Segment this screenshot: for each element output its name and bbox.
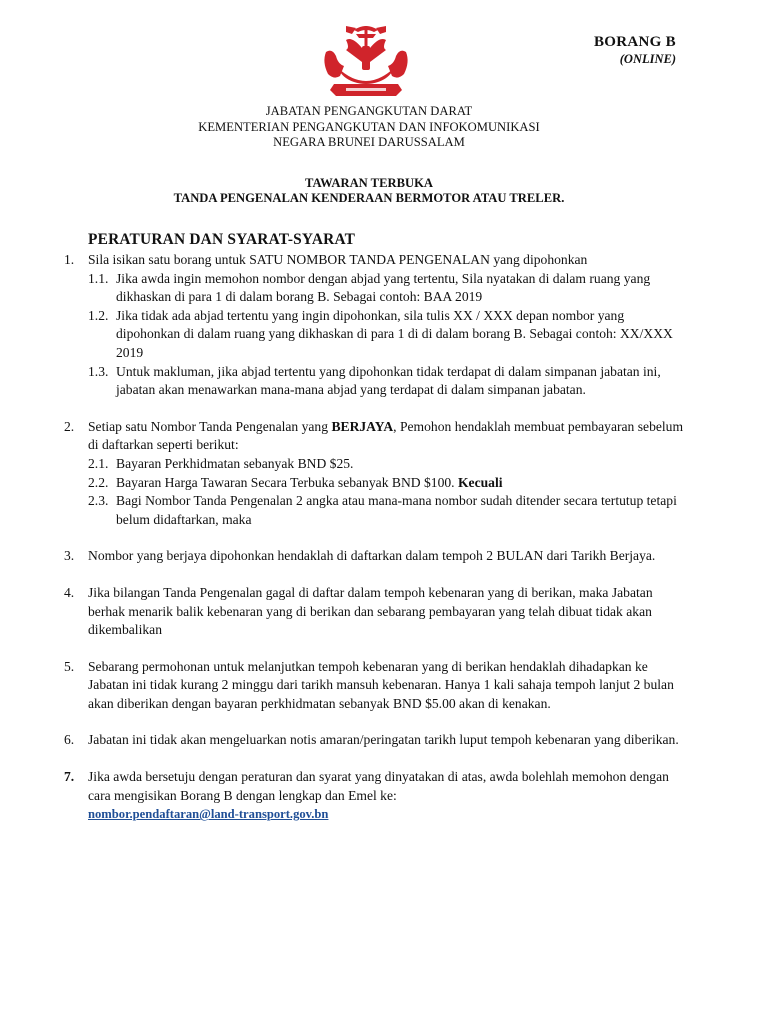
sub-rule-number: 2.3. [88,493,109,509]
sub-rule-number: 1.2. [88,307,109,323]
form-identifier [594,34,676,67]
agency-heading [0,104,738,151]
rule-text-end: , Pemohon hendaklah membuat pembayaran sebelum di daftarkan seperti berikut: [88,418,684,453]
rule-text: Jika bilangan Tanda Pengenalan gagal di daftar dalam tempoh kebenaran yang di berikan, maka Jabatan berhak menarik balik kebenaran yang di berikan dan sebarang pembayaran yang telah dibuat tidak akan dikembalikan [88,584,653,638]
rule-number: 6. [64,732,75,748]
sub-rule-number: 1.1. [88,270,109,286]
rule-text: Nombor yang berjaya dipohonkan hendaklah di daftarkan dalam tempoh 2 BULAN dari Tarikh Berjaya. [88,548,656,564]
sub-rule-number: 2.2. [88,474,109,490]
rule-item-6 [64,731,684,750]
offer-heading [0,176,738,206]
rule-text: Jika awda bersetuju dengan peraturan dan syarat yang dinyatakan di atas, awda bolehlah memohon dengan cara mengisikan Borang B dengan lengkap dan Emel ke: [88,769,669,803]
rule-text-emphasis: BERJAYA [331,418,394,434]
rule-text: Sebarang permohonan untuk melanjutkan tempoh kebenaran yang di berikan hendaklah dihadapkan ke Jabatan ini tidak kurang 2 minggu dari tarikh mansuh kebenaran. Hanya 1 kali sahaja tempoh lanjut 2 bulan akan diberikan dengan bayaran perkhidmatan sebanyak BND $5.00 akan di kenakan. [88,658,674,711]
agency-line-country: NEGARA BRUNEI DARUSSALAM [273,135,465,150]
sub-rule-text: Bayaran Harga Tawaran Secara Terbuka sebanyak BND $100. [116,474,458,490]
sub-rule-number: 1.3. [88,363,109,379]
sub-rule-1-3 [64,363,684,400]
rule-item-7 [64,768,684,824]
offer-line-title: TAWARAN TERBUKA [305,176,433,190]
section-title: PERATURAN DAN SYARAT-SYARAT [88,231,356,248]
rule-item-3 [64,547,684,566]
rule-number: 7. [64,769,75,785]
sub-rule-2-1 [64,455,684,474]
rule-number: 3. [64,548,75,564]
rule-item-1 [64,251,684,270]
brunei-crest-icon [316,22,416,98]
sub-rule-number: 2.1. [88,455,109,471]
rule-number: 5. [64,658,75,674]
sub-rule-text: Bagi Nombor Tanda Pengenalan 2 angka atau mana-mana nombor sudah ditender secara tertutup tetapi belum didaftarkan, maka [116,493,677,527]
sub-rule-2-3 [64,492,684,529]
rule-item-2 [64,418,684,455]
sub-rule-1-1 [64,270,684,307]
sub-rule-exception: Kecuali [457,474,503,490]
sub-rule-text: Bayaran Perkhidmatan sebanyak BND $25. [116,455,354,471]
form-code: BORANG B [594,34,676,50]
sub-rule-text: Jika awda ingin memohon nombor dengan abjad yang tertentu, Sila nyatakan di dalam ruang yang dikhaskan di para 1 di dalam borang B. Sebagai contoh: BAA 2019 [116,270,651,305]
sub-rule-text: Untuk makluman, jika abjad tertentu yang dipohonkan tidak terdapat di dalam simpanan jabatan ini, jabatan akan menawarkan mana-mana abjad yang terdapat di dalam simpanan jabatan. [116,363,661,398]
rules-list [64,251,684,824]
sub-rule-2-2 [64,474,684,493]
form-mode: (ONLINE) [619,52,676,66]
rule-text: Sila isikan satu borang untuk SATU NOMBOR TANDA PENGENALAN yang dipohonkan [88,252,588,267]
agency-line-department: JABATAN PENGANGKUTAN DARAT [265,104,473,118]
rule-text: Jabatan ini tidak akan mengeluarkan notis amaran/peringatan tarikh luput tempoh kebenaran yang diberikan. [88,732,679,748]
email-link[interactable]: nombor.pendaftaran@land-transport.gov.bn [88,807,329,822]
rule-item-4 [64,584,684,640]
rule-number: 1. [64,252,75,267]
agency-line-ministry: KEMENTERIAN PENGANGKUTAN DAN INFOKOMUNIKASI [198,119,540,134]
sub-rule-1-2 [64,307,684,363]
sub-rule-text: Jika tidak ada abjad tertentu yang ingin dipohonkan, sila tulis XX / XXX depan nombor yang dipohonkan di dalam ruang yang dikhaskan di para 1 di di dalam borang B. Sebagai contoh: XX/XXX 2019 [116,307,673,360]
offer-line-subject: TANDA PENGENALAN KENDERAAN BERMOTOR ATAU TRELER. [173,191,565,205]
rule-number: 4. [64,584,75,600]
rule-item-5 [64,658,684,714]
rule-number: 2. [64,418,75,434]
rule-text-start: Setiap satu Nombor Tanda Pengenalan yang [88,418,332,434]
